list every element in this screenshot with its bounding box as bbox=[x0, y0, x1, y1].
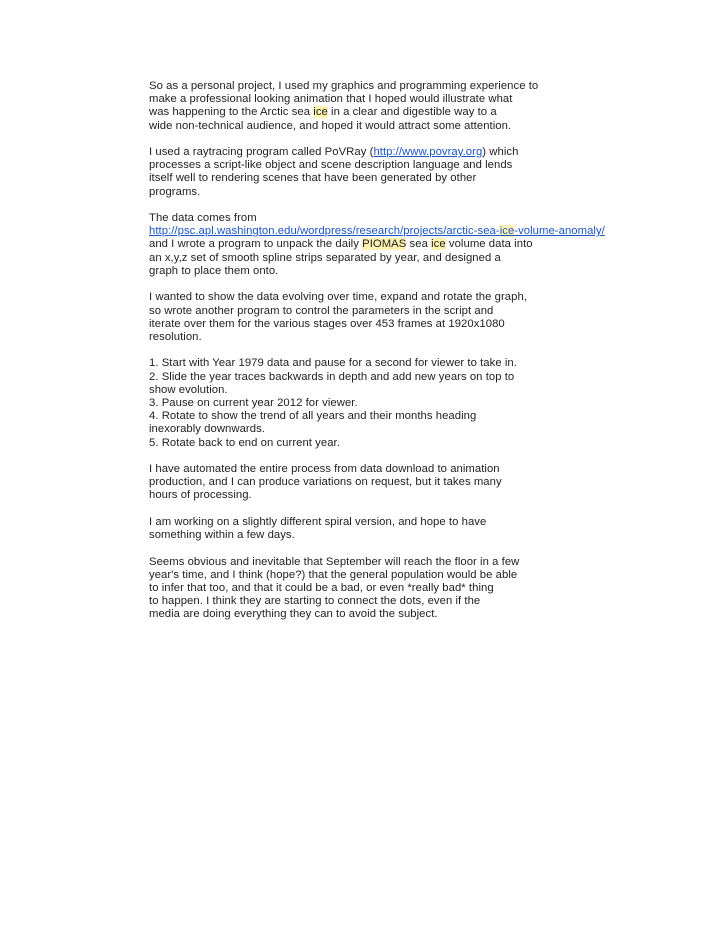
text-line bbox=[149, 212, 619, 225]
text-line bbox=[149, 463, 619, 476]
hyperlink-text: http://www.povray.org bbox=[373, 146, 483, 159]
text-line bbox=[149, 516, 619, 529]
text-line bbox=[149, 238, 619, 251]
text-line bbox=[149, 172, 619, 185]
text-segment: make a professional looking animation that I hoped would illustrate what bbox=[149, 93, 513, 106]
text-line bbox=[149, 80, 619, 93]
text-segment: to happen. I think they are starting to connect the dots, even if the bbox=[149, 595, 481, 608]
paragraph-spiral bbox=[149, 516, 619, 542]
text-segment: I used a raytracing program called PoVRay ( bbox=[149, 146, 374, 159]
highlighted-term: PIOMAS bbox=[362, 238, 407, 251]
text-line bbox=[149, 186, 619, 199]
text-segment: something within a few days. bbox=[149, 529, 295, 542]
text-line bbox=[149, 265, 619, 278]
document-body bbox=[149, 80, 619, 635]
text-segment: year's time, and I think (hope?) that the general population would be able bbox=[149, 568, 518, 581]
text-segment: itself well to rendering scenes that have been generated by other bbox=[149, 172, 477, 185]
paragraph-evolution bbox=[149, 291, 619, 344]
text-line bbox=[149, 331, 619, 344]
text-segment: sea bbox=[406, 238, 432, 251]
text-segment: Seems obvious and inevitable that September will reach the floor in a few bbox=[149, 555, 520, 568]
text-segment: 3. Pause on current year 2012 for viewer. bbox=[149, 396, 358, 409]
text-segment: 5. Rotate back to end on current year. bbox=[149, 436, 340, 449]
highlighted-term: ice bbox=[431, 238, 446, 251]
paragraph-intro bbox=[149, 80, 619, 133]
text-line bbox=[149, 569, 619, 582]
text-segment: The data comes from bbox=[149, 212, 257, 225]
text-segment: to infer that too, and that it could be a bad, or even *really bad* thing bbox=[149, 581, 494, 594]
paragraph-conclusion bbox=[149, 556, 619, 622]
text-segment: So as a personal project, I used my graphics and programming experience to bbox=[149, 80, 539, 92]
text-segment: 1. Start with Year 1979 data and pause for a second for viewer to take in. bbox=[149, 357, 517, 370]
text-line bbox=[149, 291, 619, 304]
text-segment: graph to place them onto. bbox=[149, 264, 279, 277]
paragraph-data-source bbox=[149, 212, 619, 278]
hyperlink-text: -volume-anomaly/ bbox=[514, 225, 605, 238]
text-segment: wide non-technical audience, and hoped it would attract some attention. bbox=[149, 119, 512, 132]
text-segment: inexorably downwards. bbox=[149, 423, 265, 436]
text-line bbox=[149, 595, 619, 608]
text-line bbox=[149, 410, 619, 423]
text-segment: 4. Rotate to show the trend of all years and their months heading bbox=[149, 410, 477, 423]
text-line bbox=[149, 556, 619, 569]
text-line bbox=[149, 529, 619, 542]
text-segment: in a clear and digestible way to a bbox=[327, 106, 497, 119]
paragraph-steps bbox=[149, 357, 619, 449]
text-line bbox=[149, 437, 619, 450]
paragraph-povray bbox=[149, 146, 619, 199]
text-segment: and I wrote a program to unpack the daily bbox=[149, 238, 363, 251]
text-segment: 2. Slide the year traces backwards in depth and add new years on top to bbox=[149, 370, 515, 383]
text-line bbox=[149, 159, 619, 172]
text-line bbox=[149, 489, 619, 502]
text-line bbox=[149, 146, 619, 159]
text-segment: I am working on a slightly different spiral version, and hope to have bbox=[149, 515, 487, 528]
text-line bbox=[149, 106, 619, 119]
text-line bbox=[149, 384, 619, 397]
text-segment: programs. bbox=[149, 185, 201, 198]
text-line bbox=[149, 476, 619, 489]
text-segment: ) which bbox=[482, 146, 519, 159]
text-line bbox=[149, 357, 619, 370]
text-segment: I wanted to show the data evolving over time, expand and rotate the graph, bbox=[149, 291, 527, 304]
text-segment: processes a script-like object and scene description language and lends bbox=[149, 159, 513, 172]
text-segment: was happening to the Arctic sea bbox=[149, 106, 314, 119]
text-line bbox=[149, 397, 619, 410]
text-line bbox=[149, 225, 619, 238]
hyperlink[interactable] bbox=[149, 225, 605, 237]
text-line bbox=[149, 120, 619, 133]
text-segment: so wrote another program to control the parameters in the script and bbox=[149, 304, 494, 317]
highlighted-term: ice bbox=[313, 106, 328, 119]
text-segment: hours of processing. bbox=[149, 489, 252, 502]
text-segment: resolution. bbox=[149, 330, 202, 343]
text-line bbox=[149, 608, 619, 621]
hyperlink[interactable] bbox=[373, 146, 482, 158]
text-segment: an x,y,z set of smooth spline strips separated by year, and designed a bbox=[149, 251, 501, 264]
text-line bbox=[149, 423, 619, 436]
text-segment: production, and I can produce variations on request, but it takes many bbox=[149, 476, 502, 489]
text-line bbox=[149, 252, 619, 265]
text-segment: show evolution. bbox=[149, 383, 228, 396]
highlighted-term: ice bbox=[499, 225, 515, 238]
paragraph-automation bbox=[149, 463, 619, 503]
text-segment: I have automated the entire process from data download to animation bbox=[149, 462, 500, 475]
text-line bbox=[149, 582, 619, 595]
text-segment: volume data into bbox=[445, 238, 533, 251]
text-segment: media are doing everything they can to avoid the subject. bbox=[149, 608, 438, 621]
text-segment: iterate over them for the various stages over 453 frames at 1920x1080 bbox=[149, 317, 505, 330]
hyperlink-text: http://psc.apl.washington.edu/wordpress/research/projects/arctic-sea- bbox=[149, 225, 500, 238]
text-line bbox=[149, 93, 619, 106]
text-line bbox=[149, 318, 619, 331]
text-line bbox=[149, 305, 619, 318]
text-line bbox=[149, 371, 619, 384]
